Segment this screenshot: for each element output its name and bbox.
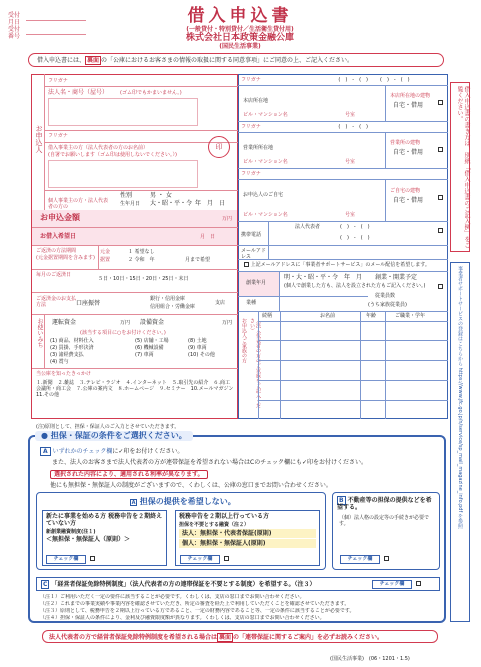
r-phone-1: ( ) - ( ) [338,77,368,83]
r-room-3: 号室 [345,212,356,218]
rep-name-input[interactable] [48,160,198,188]
step-a-rest: に✓印をお付けください。 [112,448,184,455]
option-a-left-sub: 新創業融資制度(注１) [46,529,96,535]
use-label: お使いみち [36,318,43,348]
receipt-label: 番号 [8,33,21,40]
guarantee-title-text: 担保・保証の条件をご選択ください。 [50,431,187,440]
page-title: 借入申込書 [187,6,293,26]
home-checkbox[interactable] [438,195,443,200]
repay-val-0: 元金 [100,249,111,255]
r-room-1: 号室 [345,112,356,118]
office-owner-label: 営業所の建物 [390,140,421,146]
notice-prefix: 借入申込書には、 [37,57,86,64]
repay-val-3[interactable]: ２ 令和 年 [128,257,155,263]
rep-birth-note: 個人事業主の方・法人代表者の方の [48,198,109,210]
repay-label: ご返済の方法期間 [36,248,77,254]
notice-banner [28,53,444,67]
email-checkbox[interactable] [244,262,249,267]
option-a-right-sub: 担保を不要とする融資（注２） [179,522,250,528]
note-3: （注３）原則として、税務申告を２期以上行っている方であること、一定の財務内容であること等、一定の条件に該当することが必要です。 [40,608,355,614]
step-a-badge: A [40,447,51,456]
r-phone-2: ( ) - ( ) [380,77,410,83]
step-a-line2: また、法人のお客さまで法人代表者の方が連帯保証を希望されない場合はCのチェック欄にも✓印をお付けください。 [52,459,368,466]
footer-code: (国民生活事業) (06・1201・1.5) [330,656,410,662]
option-a-right-cond1: 法人：無担保・代表者保証(原則) [179,529,316,538]
start-note: (個人で創業した方も、法人を設立された方もご記入ください。) [284,283,426,289]
mobile-label: 携帯電話 [241,232,262,238]
repay-sub: (元金据置期間を含みます) [36,255,95,261]
option-b-sub: （個）法人格の設定等の手続きが必要です。 [339,515,430,527]
start-eras[interactable]: 明・大・昭・平・令 [284,274,339,281]
r-building-2: ビル・マンション名 [243,159,288,165]
source-text[interactable]: １.新聞 ２.雑誌 ３.テレビ・ラジオ ４.インターネット ５.取引先の紹介 ６.商工会議所・商工会 ７.公庫の案内文 ８.ホームページ ９.セミナー 10.メールマガジン 11.その他 [36,380,239,398]
family-col-age: 年齢 [366,313,377,319]
home-owner-label: ご自宅の建物 [390,188,421,194]
repay-val-1: 据置 [100,257,111,263]
family-vertical: お申込人ご家族の方 [241,318,247,363]
step-a-text: いずれかのチェック欄 [52,448,113,455]
r-room-2: 号室 [345,159,356,165]
employees-label: 従業員数 [375,293,396,299]
use-equipment: 設備資金 [140,319,165,326]
option-a-left-cond: ＜無担保・無保証人（原則）＞ [46,536,131,543]
step-a-line [40,448,440,455]
furigana-label: フリガナ [48,78,68,84]
family-note: （法人代表者の方のご家族をご記入ください） [249,318,261,408]
option-a-left-check[interactable]: チェック欄 [46,555,86,564]
option-b-title: 不動産等の担保の提供などを希望する。 [337,497,432,511]
corp-name-label: 法人名・商号（屋号） [48,89,109,96]
option-a-title: A 担保の提供を希望しない。 [131,497,236,506]
bottom-notice-key: 裏面 [219,634,232,641]
side-note-b [450,262,470,622]
employees-sub: (うち家族従業員) [368,302,407,308]
mobile-checkbox[interactable] [438,228,443,233]
r-phone-3: ( ) - ( ) [338,124,368,130]
side-note-b-text: 事業者サポートサービスの登録はこちらから https://www.jfc.go.jp/n/service/sp_mail_magazine_info.pdf を参照 [457,266,463,529]
date-label: お借入希望日 [40,233,77,240]
hq-owner-label: 本店所在地の建物 [390,93,431,99]
bottom-notice-pre: 法人代表者の方で経営者保証免除特例制度を希望される場合は [49,634,218,641]
hq-label: 本店所在地 [243,98,269,104]
option-c-checkbox[interactable] [416,581,421,586]
option-b-badge: B [339,497,344,504]
receipt-label: 月日 [8,19,21,26]
use-opt-9[interactable]: (9) 車両 [188,345,207,351]
page-subtitle: (一般貸付・特別貸付／生活衛生貸付用) [186,26,294,33]
start-checkbox[interactable] [438,284,443,289]
use-opt-1[interactable]: (1) 商品、材料仕入 [50,338,94,344]
office-owner[interactable]: 自宅・借用 [393,149,424,156]
option-a-right-head: 税務申告を２期以上行っている方 [179,513,270,520]
side-note-a [450,82,470,252]
use-opt-5[interactable]: (5) 店舗・工場 [135,338,169,344]
repay-val-2[interactable]: １ 希望なし [128,249,155,255]
receipt-labels [8,12,26,40]
email-note [244,262,430,268]
side-note-a-text: 借入申込書の書き方は、別紙「借入申込書のご記入例」をご覧ください。 [456,86,470,248]
use-opt-3[interactable]: (3) 諸経費支払 [50,352,84,358]
note-4: （注４）担保・保証人の条件により、金利及び融資限度額が異なります。くわしくは、支店の窓口までお問い合わせください。 [40,615,325,621]
option-a-left-checkbox[interactable] [90,556,95,561]
use-operating: 運転資金 [52,319,77,326]
option-a-left-head: 新たに事業を始める方 税務申告を２期終えていない方 [46,513,163,527]
family-col-name: お名前 [320,313,336,319]
email-note-text: 上記メールアドレスに「事業者サポートサービス」のメール配信を希望します。 [250,262,430,268]
business-label: 業種 [246,300,257,306]
receipt-label: 受付 [8,12,21,19]
use-opt-6[interactable]: (6) 機械設備 [135,345,164,351]
receipt-label: 受付 [8,26,21,33]
company-name: 株式会社日本政策金融公庫 [185,33,294,43]
date-units: 月 日 [200,234,216,240]
consent-note: (注)原則として、担保・保証人のご入力とさせていただきます。 [36,424,180,430]
gender-options[interactable]: 男 ・ 女 [150,192,172,199]
mobile-phone-2: ( ) - ( ) [340,235,370,241]
option-c-check[interactable]: チェック欄 [372,580,412,589]
use-opt-10[interactable]: (10) その他 [188,352,215,358]
guarantee-title: ● 担保・保証の条件をご選択ください。 [35,431,193,441]
amount-unit: 万円 [222,216,233,222]
r-furigana-1: フリガナ [241,77,261,83]
bank-type-1[interactable]: 銀行・信用金庫 [150,296,186,302]
other-note: 他にも無担保・無保証人の制度がございますので、くわしくは、公庫の窓口までお問い合わせください。 [50,482,332,489]
option-a-right-cond2: 個人：無担保・無保証人(原則) [179,539,316,548]
gender-label: 性別 [120,192,133,199]
start-units: 年 月 [344,274,363,281]
rep-name-note: (自署でお願いします（ゴム印は使用しないでください。）) [48,152,177,158]
home-label: お申込人のご自宅 [243,192,284,198]
source-label: 当公庫を知ったきっかけ [36,371,92,377]
bank-transfer: 口座振替 [76,300,101,307]
mobile-phone-1: ( ) - ( ) [340,224,370,230]
rep-mobile-label: 法人代表者 [295,224,321,230]
start-type[interactable]: 創業・開業予定 [375,274,418,281]
start-label: 創業年月 [246,280,267,286]
option-c-text: 「経営者保証免除特例制度」（法人代表者の方の連帯保証を不要とする制度）を希望する。（注３） [51,581,316,588]
bottom-notice [42,630,438,643]
email-label: メールアドレス [241,248,266,260]
family-col-relation: 続柄 [262,313,273,319]
pay-day-options[interactable]: ５日・10日・15日・20日・25日・末日 [98,276,189,282]
rep-name-label: 借入事業主の方（法人代表者の方のお名前） [48,145,149,151]
note-1: （注１）ご利用いただく一定の要件に該当することが必要です。くわしくは、支店の窓口までお問い合わせください。 [40,594,305,600]
bank-type-2[interactable]: 信用組合・労働金庫 [150,304,196,310]
r-furigana-2: フリガナ [241,124,261,130]
option-a-right-checkbox[interactable] [224,556,229,561]
hq-checkbox[interactable] [438,100,443,105]
amount-label: お申込金額 [40,213,80,222]
seal-mark: 印 [208,136,230,158]
birth-label: 生年月日 [120,201,141,207]
birth-units: 年 月 日 [195,200,226,207]
family-col-job: ご職業・学年 [395,313,426,319]
bank-branch: 支店 [215,300,226,306]
use-opt-4[interactable]: (4) 賞与 [50,359,69,365]
bank-label: ご返済金のお支払方法 [36,296,77,308]
bottom-notice-rest: の「連帯保証に関するご案内」を必ずお読みください。 [233,634,384,641]
notice-text: の「公庫におけるお客さまの情報の取扱に関する同意事項」にご同意の上、ご記入ください。 [101,57,354,64]
office-label: 営業所所在地 [243,145,274,151]
furigana-label-2: フリガナ [48,133,68,139]
notice-key: 裏面 [87,57,100,64]
r-building-1: ビル・マンション名 [243,112,288,118]
applicant-vertical-label: お申込人 [35,125,43,153]
use-opt-7[interactable]: (7) 車両 [135,352,154,358]
hq-owner[interactable]: 自宅・借用 [393,102,424,109]
chosen-text: 選択された内容により、適用される利率が異なります。 [50,470,208,479]
repay-val-4: 月まで希望 [185,257,211,263]
r-furigana-3: フリガナ [241,171,261,177]
office-checkbox[interactable] [438,147,443,152]
use-opt-2[interactable]: (2) 買掛、手形決済 [50,345,94,351]
use-operating-unit: 万円 [120,320,131,326]
option-a-title-text: 担保の提供を希望しない。 [139,497,236,506]
option-c-badge: C [43,581,48,588]
birth-eras[interactable]: 大・昭・平・令 [150,200,193,207]
home-owner[interactable]: 自宅・借用 [393,197,424,204]
company-sub: (国民生活事業) [219,43,261,50]
use-equipment-unit: 万円 [222,320,233,326]
corp-name-note: (ゴム印でもかまいません。) [120,90,182,96]
option-b-checkbox[interactable] [384,556,389,561]
option-b-check[interactable]: チェック欄 [340,555,380,564]
r-building-3: ビル・マンション名 [243,212,288,218]
use-note: (該当する項目に○をお付けください。) [80,330,166,336]
option-a-right-check[interactable]: チェック欄 [180,555,220,564]
note-2: （注２）これまでの事業実績や事業内容を確認させていただき、所定の審査を経た上で利用していただくことを確認させていただきます。 [40,601,350,607]
use-opt-8[interactable]: (8) 土地 [188,338,207,344]
pay-day-label: 毎月のご返済日 [36,272,72,278]
corp-name-input[interactable] [48,98,198,126]
